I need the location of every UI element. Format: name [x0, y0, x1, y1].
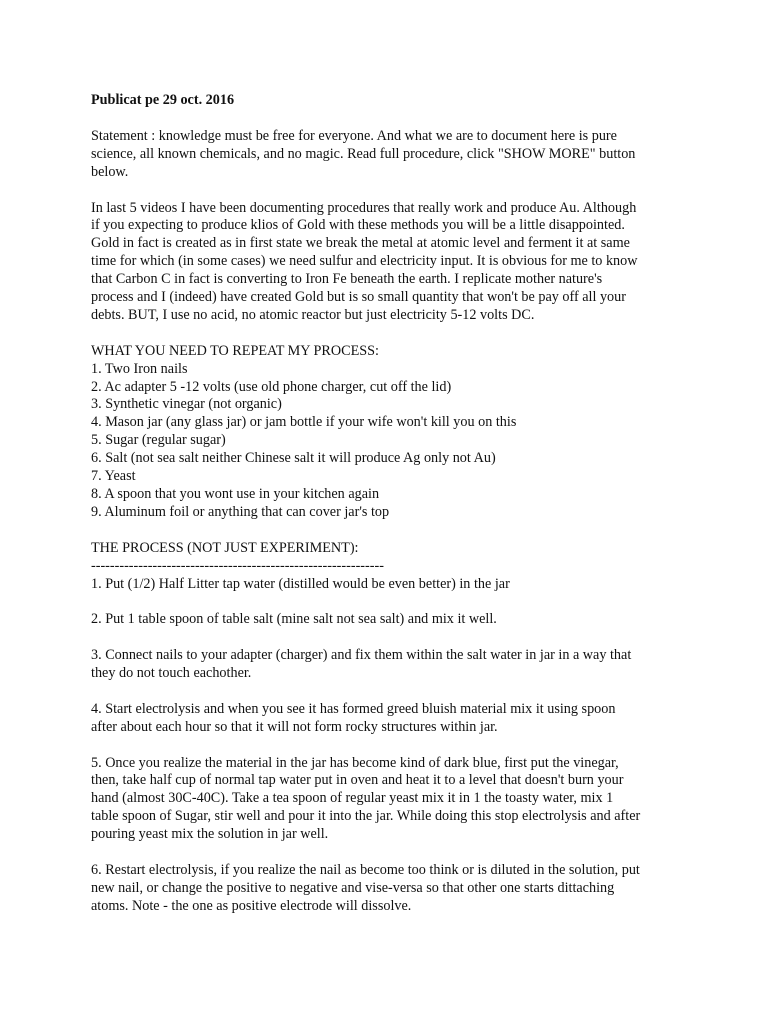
intro-line: that Carbon C in fact is converting to Iron Fe beneath the earth. I replicate mother nature's [91, 271, 603, 288]
needs-section [91, 343, 691, 522]
process-title: THE PROCESS (NOT JUST EXPERIMENT): [91, 539, 359, 556]
needs-list [91, 361, 691, 522]
list-item: 7. Yeast [91, 468, 136, 485]
process-step [91, 862, 691, 916]
statement-line: Statement : knowledge must be free for everyone. And what we are to document here is pure [91, 127, 617, 144]
process-step [91, 701, 691, 737]
intro-line: Gold in fact is created as in first state we break the metal at atomic level and ferment it at same [91, 235, 630, 252]
intro-line: time for which (in some cases) we need sulfur and electricity input. It is obvious for me to know [91, 253, 638, 270]
step-line: 2. Put 1 table spoon of table salt (mine salt not sea salt) and mix it well. [91, 611, 497, 628]
list-item: 1. Two Iron nails [91, 360, 188, 377]
document-page [91, 92, 691, 934]
intro-line: if you expecting to produce klios of Gold with these methods you will be a little disappointed. [91, 217, 625, 234]
list-item: 5. Sugar (regular sugar) [91, 432, 226, 449]
step-line: then, take half cup of normal tap water put in oven and heat it to a level that doesn't burn your [91, 772, 624, 789]
step-line: 5. Once you realize the material in the jar has become kind of dark blue, first put the vinegar, [91, 754, 619, 771]
intro-line: process and I (indeed) have created Gold but is so small quantity that won't be pay off all your [91, 289, 626, 306]
list-item: 8. A spoon that you wont use in your kitchen again [91, 486, 380, 502]
list-item: 9. Aluminum foil or anything that can cover jar's top [91, 503, 390, 520]
intro-line: debts. BUT, I use no acid, no atomic reactor but just electricity 5-12 volts DC. [91, 306, 535, 323]
process-step [91, 576, 691, 594]
step-line: table spoon of Sugar, stir well and pour it into the jar. While doing this stop electrolysis and after [91, 808, 641, 825]
step-line: hand (almost 30C-40C). Take a tea spoon of regular yeast mix it in 1 the toasty water, mix 1 [91, 790, 614, 807]
step-line: 6. Restart electrolysis, if you realize the nail as become too think or is diluted in the solution, put [91, 861, 640, 878]
step-line: they do not touch eachother. [91, 665, 252, 682]
list-item: 4. Mason jar (any glass jar) or jam bottle if your wife won't kill you on this [91, 414, 517, 431]
intro-paragraph [91, 200, 691, 325]
process-section [91, 540, 691, 916]
list-item: 2. Ac adapter 5 -12 volts (use old phone charger, cut off the lid) [91, 378, 452, 395]
step-line: after about each hour so that it will not form rocky structures within jar. [91, 718, 498, 735]
intro-line: In last 5 videos I have been documenting procedures that really work and produce Au. Although [91, 199, 637, 216]
step-line: pouring yeast mix the solution in jar well. [91, 826, 329, 843]
publication-date-heading: Publicat pe 29 oct. 2016 [91, 92, 235, 108]
step-line: 3. Connect nails to your adapter (charger) and fix them within the salt water in jar in a way that [91, 647, 632, 664]
step-line: atoms. Note - the one as positive electrode will dissolve. [91, 897, 412, 914]
step-line: 1. Put (1/2) Half Litter tap water (distilled would be even better) in the jar [91, 575, 510, 592]
process-step [91, 611, 691, 629]
divider: -------------------------------------------------------------- [91, 557, 384, 574]
statement-paragraph [91, 128, 691, 182]
step-line: 4. Start electrolysis and when you see it has formed greed bluish material mix it using spoon [91, 700, 616, 717]
process-step [91, 755, 691, 845]
process-step [91, 647, 691, 683]
list-item: 3. Synthetic vinegar (not organic) [91, 396, 282, 413]
statement-line: below. [91, 163, 129, 180]
step-line: new nail, or change the positive to negative and vise-versa so that other one starts dittaching [91, 879, 615, 896]
needs-title: WHAT YOU NEED TO REPEAT MY PROCESS: [91, 342, 379, 359]
list-item: 6. Salt (not sea salt neither Chinese salt it will produce Ag only not Au) [91, 450, 496, 467]
statement-line: science, all known chemicals, and no magic. Read full procedure, click "SHOW MORE" button [91, 145, 636, 162]
